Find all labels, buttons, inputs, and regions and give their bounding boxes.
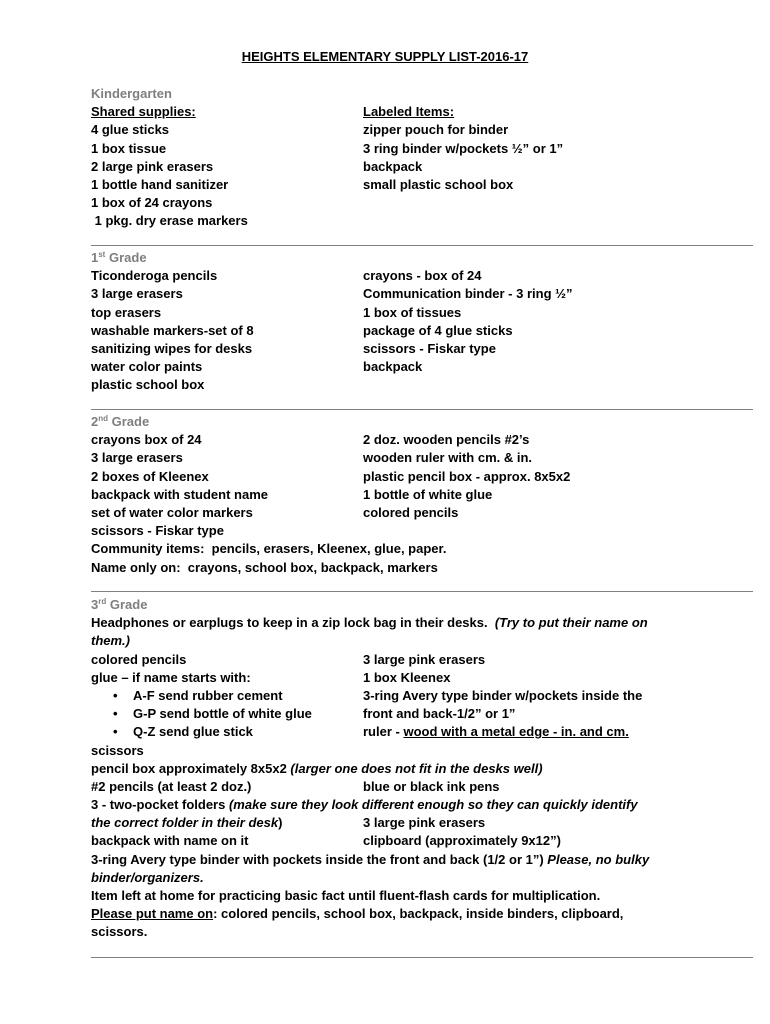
grade2-row: [91, 431, 721, 449]
labeled-items-header: Labeled Items:: [363, 104, 455, 120]
grade2-heading-suffix: nd: [98, 414, 109, 423]
glue-bullet-text: G-P send bottle of white glue: [133, 706, 312, 722]
grade3-row: [91, 669, 721, 687]
grade2-row: [91, 449, 721, 467]
grade2-row: [91, 486, 721, 504]
kindergarten-row: [91, 158, 721, 176]
grade3-heading-word: Grade: [106, 597, 148, 612]
shared-item: 1 box tissue: [91, 140, 167, 156]
grade1-section: [91, 249, 721, 395]
folders-line: [91, 796, 721, 814]
kindergarten-row: [91, 176, 721, 194]
name-on-prefix: Please put name on: [91, 906, 214, 922]
grade1-item: washable markers-set of 8: [91, 322, 254, 338]
glue-bullet-text: Q-Z send glue stick: [133, 724, 253, 740]
grade1-row: [91, 322, 721, 340]
grade1-item: top erasers: [91, 304, 162, 320]
grade3-item: 1 box Kleenex: [363, 669, 451, 685]
grade1-item: scissors - Fiskar type: [363, 340, 496, 356]
grade1-heading-word: Grade: [105, 250, 147, 265]
grade2-item: 2 boxes of Kleenex: [91, 468, 209, 484]
ruler-prefix: ruler -: [363, 724, 404, 740]
grade2-row: [91, 504, 721, 522]
grade1-row: [91, 267, 721, 285]
grade1-item: package of 4 glue sticks: [363, 322, 513, 338]
avery-note: Please, no bulky: [547, 851, 650, 867]
grade3-heading: [91, 596, 721, 614]
grade1-item: plastic school box: [91, 377, 205, 393]
folders-text: 3 - two-pocket folders: [91, 797, 229, 813]
labeled-item: small plastic school box: [363, 176, 514, 192]
grade3-item: 3 large pink erasers: [363, 815, 486, 831]
section-divider: [91, 245, 753, 246]
community-items-note: Community items: pencils, erasers, Kleenex, glue, paper.: [91, 541, 447, 557]
shared-item: 2 large pink erasers: [91, 158, 214, 174]
section-divider: [91, 409, 753, 410]
grade2-item: scissors - Fiskar type: [91, 523, 224, 539]
bullet-icon: •: [113, 687, 118, 703]
grade1-item: sanitizing wipes for desks: [91, 340, 253, 356]
grade3-section: [91, 596, 721, 942]
kindergarten-row: [91, 121, 721, 139]
grade3-item: #2 pencils (at least 2 doz.): [91, 778, 252, 794]
labeled-item: 3 ring binder w/pockets ½” or 1”: [363, 140, 564, 156]
grade1-row: [91, 285, 721, 303]
pencil-box-line: [91, 760, 721, 778]
folders-note-close: ): [278, 815, 283, 831]
page-title: HEIGHTS ELEMENTARY SUPPLY LIST-2016-17: [241, 49, 529, 64]
labeled-item: zipper pouch for binder: [363, 122, 509, 138]
grade2-item: set of water color markers: [91, 504, 253, 520]
grade2-item: colored pencils: [363, 504, 459, 520]
shared-item: 4 glue sticks: [91, 122, 170, 138]
grade2-item: 1 bottle of white glue: [363, 486, 493, 502]
grade3-item: 3 large pink erasers: [363, 651, 486, 667]
item-left-at-home: Item left at home for practicing basic fact until fluent-flash cards for multiplication.: [91, 888, 601, 903]
folders-note-text: the correct folder in their desk: [91, 815, 279, 831]
grade1-item: crayons - box of 24: [363, 268, 482, 284]
pencil-box-note: (larger one does not fit in the desks well): [290, 760, 543, 776]
name-on-list-cont: scissors.: [91, 924, 148, 940]
glue-bullet-item: [91, 705, 363, 723]
kindergarten-row: [91, 140, 721, 158]
glue-bullet-text: A-F send rubber cement: [133, 687, 283, 703]
glue-bullet-item: [91, 723, 363, 741]
grade3-item: clipboard (approximately 9x12”): [363, 833, 561, 849]
grade2-item: wooden ruler with cm. & in.: [363, 450, 533, 466]
grade1-item: 1 box of tissues: [363, 304, 462, 320]
name-on-list: : colored pencils, school box, backpack, inside binders, clipboard,: [213, 906, 624, 922]
grade3-heading-number: 3: [91, 597, 99, 612]
grade3-row: [91, 814, 721, 832]
folders-note-cont: [91, 814, 363, 832]
grade3-row: [91, 832, 721, 850]
grade3-item: colored pencils: [91, 651, 187, 667]
folders-note: (make sure they look different enough so they can quickly identify: [228, 797, 638, 813]
section-divider: [91, 957, 753, 958]
grade3-row: [91, 723, 721, 741]
grade3-row: [91, 687, 721, 705]
shared-item: 1 pkg. dry erase markers: [91, 213, 248, 229]
grade1-item: 3 large erasers: [91, 286, 183, 302]
labeled-item: backpack: [363, 158, 423, 174]
name-only-note: Name only on: crayons, school box, backpack, markers: [91, 559, 438, 575]
grade3-row: [91, 705, 721, 723]
grade2-item: 3 large erasers: [91, 450, 183, 466]
kindergarten-heading: Kindergarten: [91, 86, 172, 101]
pencil-box-text: pencil box approximately 8x5x2: [91, 760, 291, 776]
avery-text: 3-ring Avery type binder with pockets inside the front and back (1/2 or 1”): [91, 851, 548, 867]
ruler-item: [363, 723, 721, 741]
grade2-item: 2 doz. wooden pencils #2’s: [363, 432, 530, 448]
glue-bullet-item: [91, 687, 363, 705]
headphones-note: (Try to put their name on: [494, 615, 648, 631]
name-on-line: [91, 905, 721, 923]
kindergarten-header-row: [91, 103, 721, 121]
grade2-item: crayons box of 24: [91, 432, 202, 448]
grade2-heading-number: 2: [91, 414, 99, 429]
grade1-row: [91, 340, 721, 358]
grade3-row: [91, 778, 721, 796]
grade3-heading-suffix: rd: [98, 597, 107, 606]
grade3-item: 3-ring Avery type binder w/pockets inside the: [363, 687, 643, 703]
section-divider: [91, 591, 753, 592]
headphones-text: Headphones or earplugs to keep in a zip lock bag in their desks.: [91, 615, 495, 631]
bullet-icon: •: [113, 706, 118, 722]
grade1-item: backpack: [363, 359, 423, 375]
grade2-heading-word: Grade: [108, 414, 150, 429]
shared-item: 1 bottle hand sanitizer: [91, 176, 229, 192]
bullet-icon: •: [113, 724, 118, 740]
glue-label: glue – if name starts with:: [91, 669, 251, 685]
grade3-row: [91, 651, 721, 669]
avery-line: [91, 851, 721, 869]
grade1-heading: [91, 249, 721, 267]
grade1-row: [91, 358, 721, 376]
grade3-item: backpack with name on it: [91, 833, 249, 849]
grade2-heading: [91, 413, 721, 431]
grade1-item: Ticonderoga pencils: [91, 268, 218, 284]
grade2-item: backpack with student name: [91, 486, 268, 502]
grade1-item: water color paints: [91, 359, 203, 375]
grade1-row: [91, 304, 721, 322]
shared-item: 1 box of 24 crayons: [91, 195, 213, 211]
kindergarten-section: [91, 85, 721, 231]
grade2-section: [91, 413, 721, 577]
headphones-note-cont: them.): [91, 633, 130, 649]
headphones-line: [91, 614, 721, 632]
grade3-item: scissors: [91, 742, 144, 758]
grade1-heading-suffix: st: [98, 250, 106, 259]
grade3-item: blue or black ink pens: [363, 778, 500, 794]
shared-supplies-header: Shared supplies:: [91, 104, 196, 120]
grade2-item: plastic pencil box - approx. 8x5x2: [363, 468, 571, 484]
grade2-row: [91, 468, 721, 486]
grade1-heading-number: 1: [91, 250, 99, 265]
ruler-detail: wood with a metal edge - in. and cm.: [403, 724, 629, 740]
avery-note-cont: binder/organizers.: [91, 869, 204, 885]
grade1-item: Communication binder - 3 ring ½”: [363, 286, 573, 302]
grade3-item: front and back-1/2” or 1”: [363, 706, 516, 722]
